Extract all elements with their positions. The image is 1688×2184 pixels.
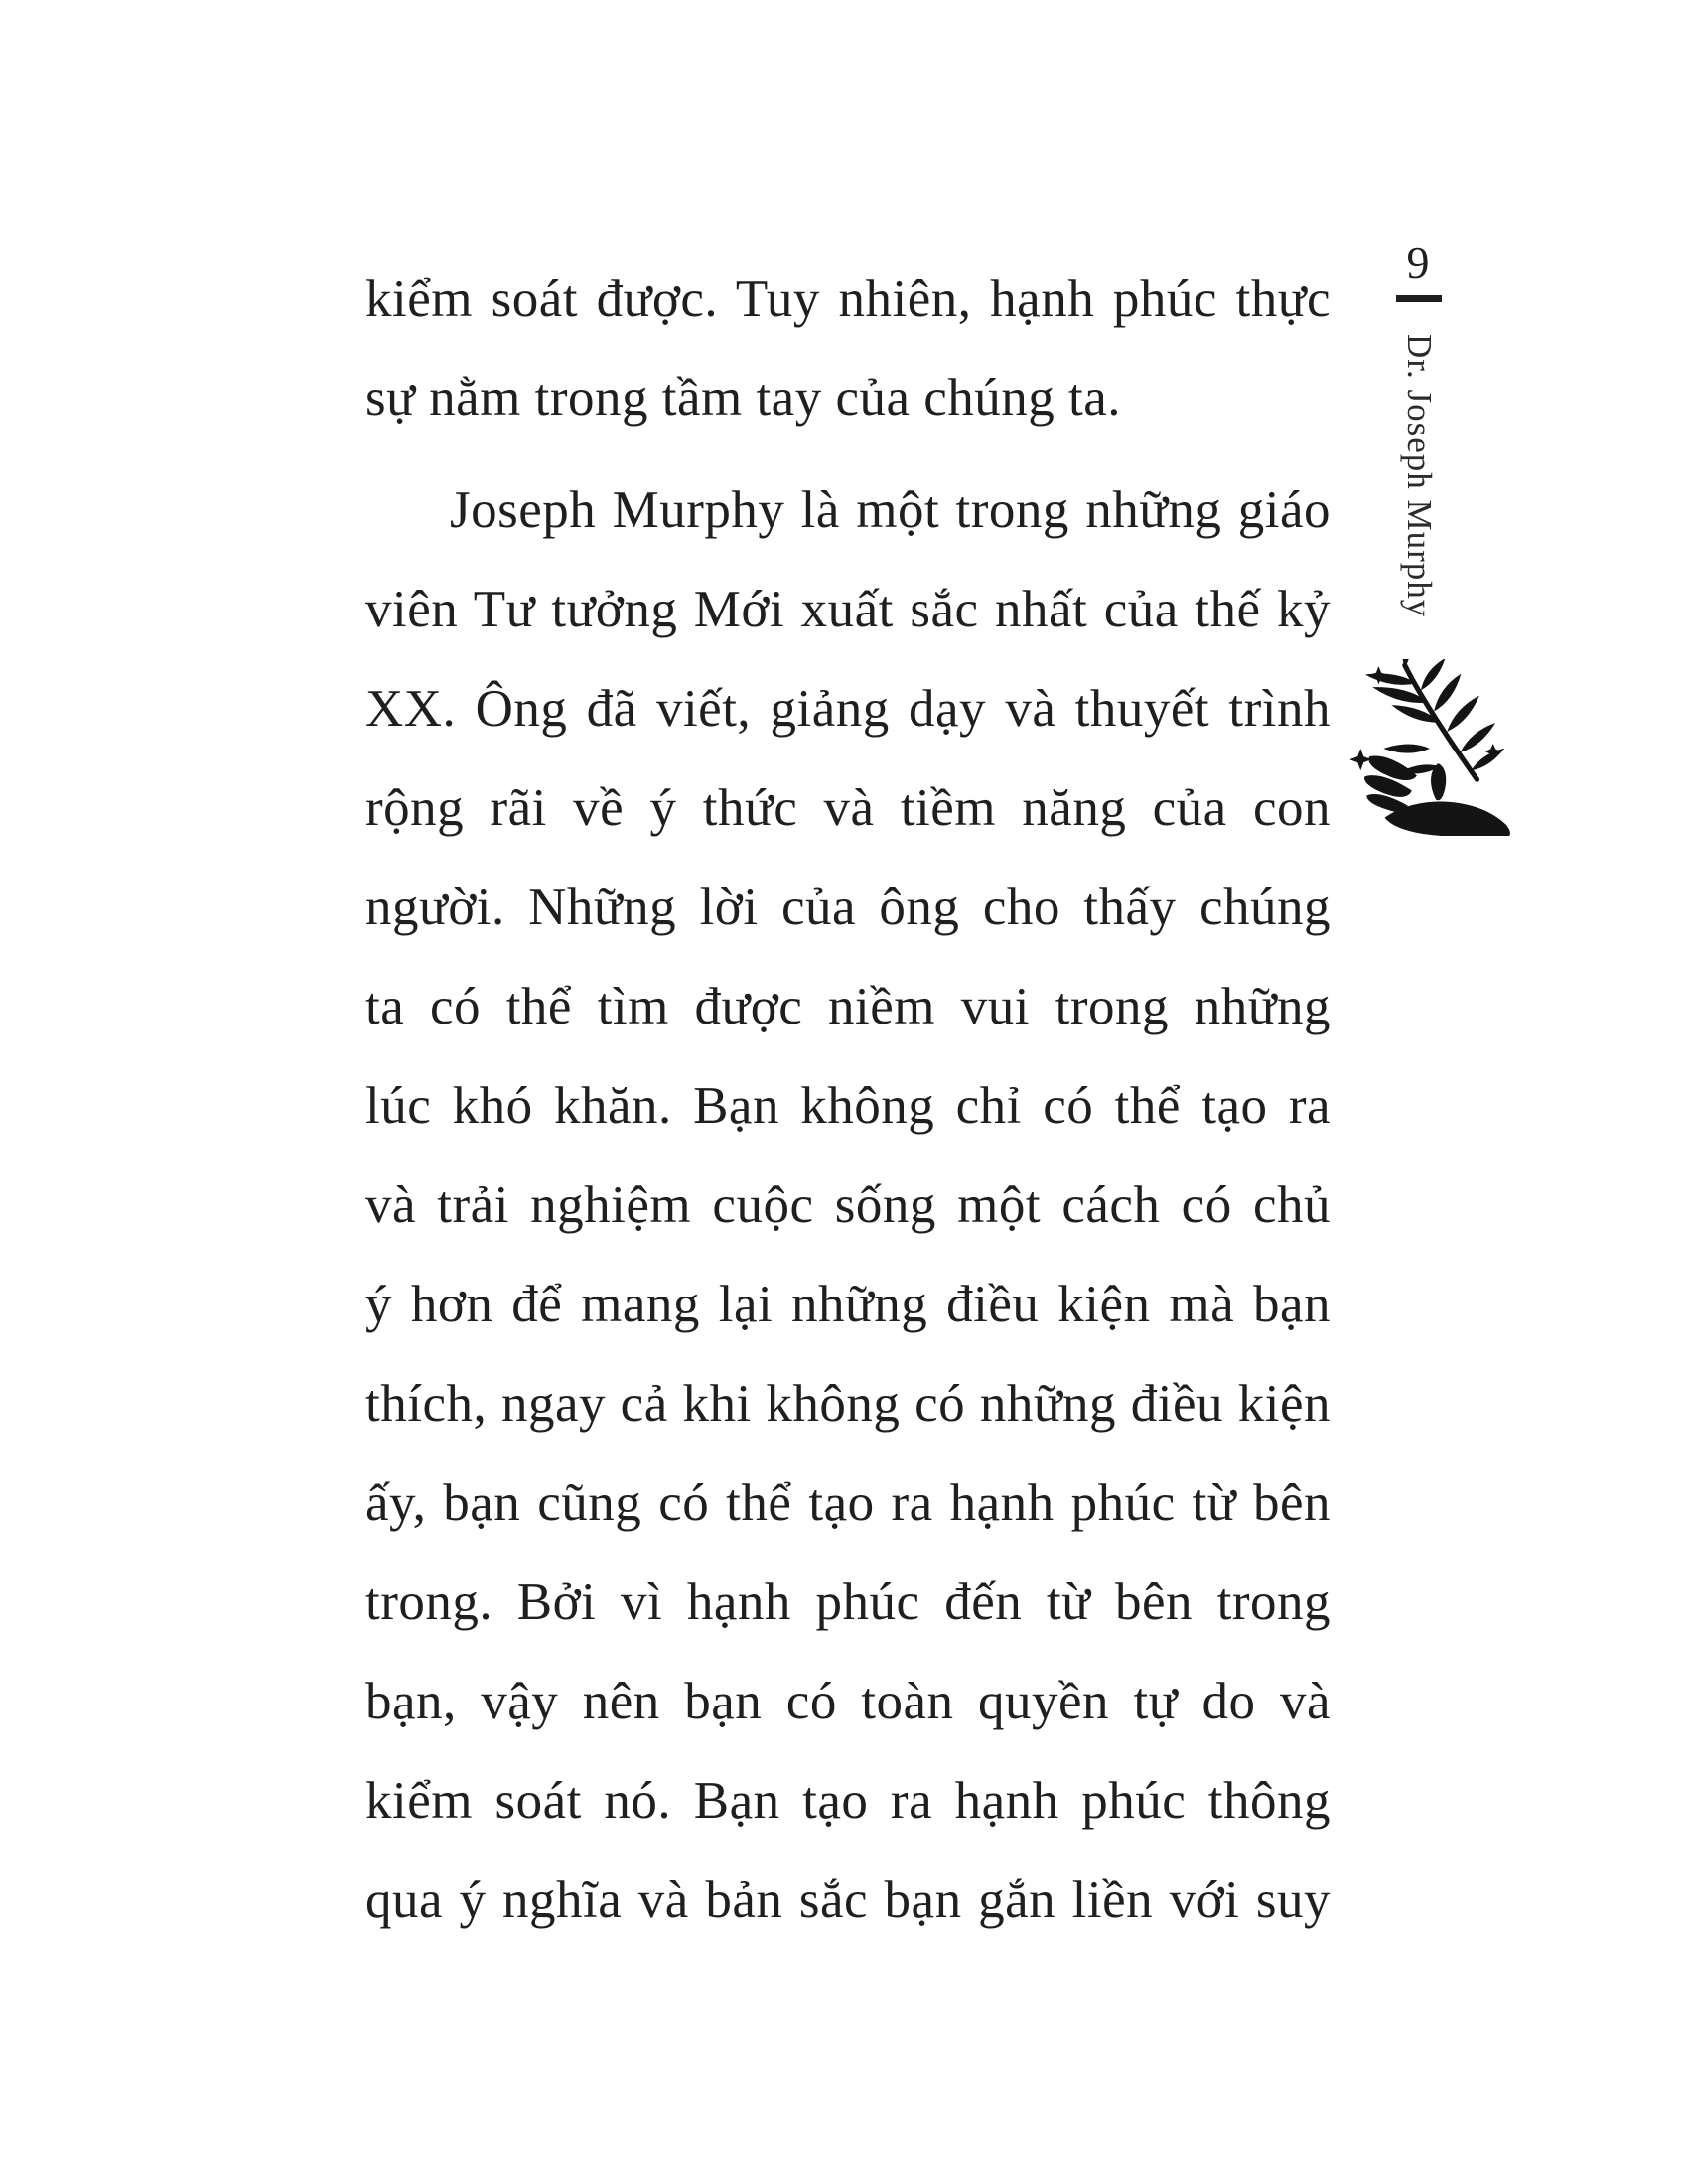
body-line: qua ý nghĩa và bản sắc bạn gắn liền với suy (365, 1871, 1331, 1929)
body-line: sự nằm trong tầm tay của chúng ta. (365, 369, 1122, 427)
body-line: ta có thể tìm được niềm vui trong những (365, 978, 1331, 1035)
body-line: kiểm soát nó. Bạn tạo ra hạnh phúc thông (365, 1772, 1331, 1830)
body-line: XX. Ông đã viết, giảng dạy và thuyết trình (365, 680, 1331, 738)
body-line: và trải nghiệm cuộc sống một cách có chủ (365, 1176, 1331, 1234)
body-line: kiểm soát được. Tuy nhiên, hạnh phúc thực (365, 270, 1331, 328)
body-line: thích, ngay cả khi không có những điều kiện (365, 1375, 1331, 1433)
body-line: ý hơn để mang lại những điều kiện mà bạn (365, 1276, 1331, 1333)
hand-holding-branch-icon (1340, 659, 1513, 836)
body-line: người. Những lời của ông cho thấy chúng (365, 879, 1331, 936)
body-line: viên Tư tưởng Mới xuất sắc nhất của thế kỷ (365, 581, 1331, 638)
body-line: lúc khó khăn. Bạn không chỉ có thể tạo ra (365, 1077, 1331, 1135)
paragraph (365, 249, 1331, 448)
page-number: 9 (1406, 237, 1430, 288)
body-line: trong. Bởi vì hạnh phúc đến từ bên trong (365, 1573, 1331, 1631)
body-text-block (365, 249, 1331, 1950)
body-line: rộng rãi về ý thức và tiềm năng của con (365, 779, 1331, 837)
header-divider-rule (1396, 295, 1442, 302)
body-line: bạn, vậy nên bạn có toàn quyền tự do và (365, 1673, 1331, 1730)
body-line: Joseph Murphy là một trong những giáo (450, 481, 1331, 539)
hand (1364, 755, 1510, 836)
paragraph (365, 461, 1331, 1950)
author-running-head: Dr. Joseph Murphy (1400, 334, 1439, 618)
body-line: ấy, bạn cũng có thể tạo ra hạnh phúc từ bên (365, 1474, 1331, 1532)
